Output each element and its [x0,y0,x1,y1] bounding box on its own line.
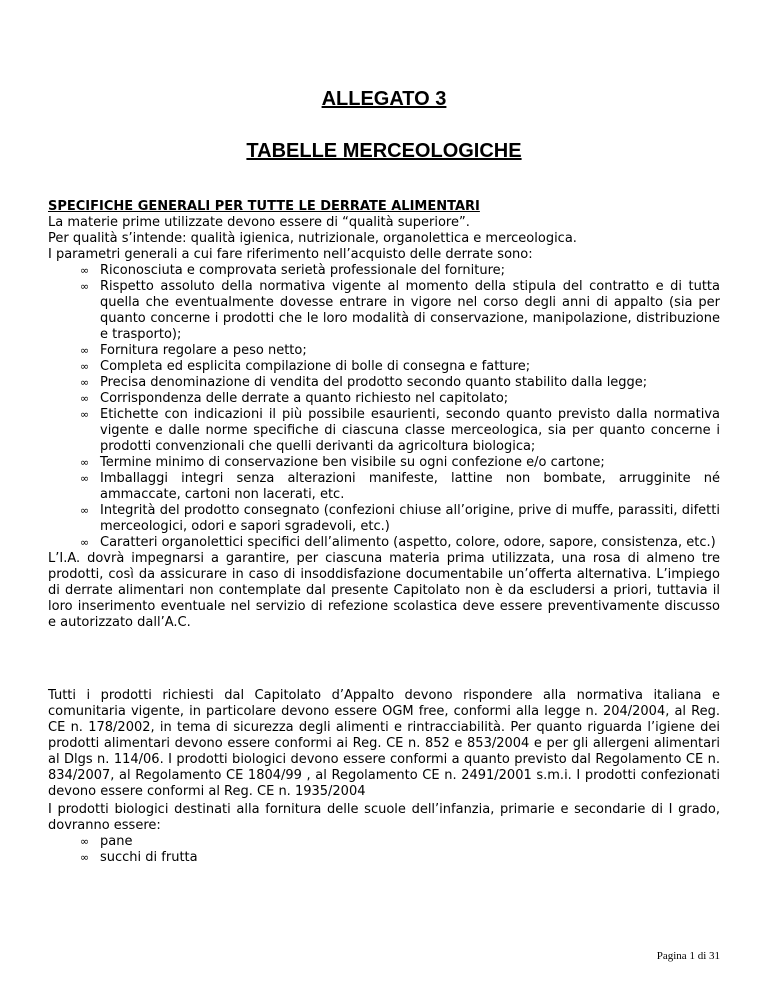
list-item: ∞ Caratteri organolettici specifici dell’alimento (aspetto, colore, odore, sapore, consistenza, etc.) [80,535,716,550]
quality-line: La materie prime utilizzate devono essere di “qualità superiore”. [48,215,470,230]
bullet-icon: ∞ [80,456,90,469]
list-item: ∞ Rispetto assoluto della normativa vigente al momento della stipula del contratto e di tutta quella che eventualmente dovesse entrare in vigore nel corso degli anni di appalto (sia per quanto concerne i prodotti che le loro modalità di conservazione, manipolazione, distribuzione e trasporto); [80,279,720,342]
organic-products-list [48,834,720,866]
bullet-icon: ∞ [80,264,90,277]
quality-definition: Per qualità s’intende: qualità igienica, nutrizionale, organolettica e merceologica. [48,231,577,246]
bullet-icon: ∞ [80,536,90,549]
organic-intro: I prodotti biologici destinati alla fornitura delle scuole dell’infanzia, primarie e secondarie di I grado, dovranno essere: [48,802,720,833]
bullet-icon: ∞ [80,344,90,357]
section-title: SPECIFICHE GENERALI PER TUTTE LE DERRATE ALIMENTARI [48,199,480,214]
list-item: ∞ Termine minimo di conservazione ben visibile su ogni confezione e/o cartone; [80,455,605,470]
closing-paragraph: L’I.A. dovrà impegnarsi a garantire, per ciascuna materia prima utilizzata, una rosa di almeno tre prodotti, così da assicurare in caso di insoddisfazione documentabile un’offerta alternativa. L’impiego di derrate alimentari non contemplate dal presente Capitolato non è da escludersi a priori, tuttavia il loro inserimento eventuale nel servizio di refezione scolastica deve essere preventivamente discusso e autorizzato dall’A.C. [48,551,720,630]
bullet-icon: ∞ [80,376,90,389]
organic-products-section [48,802,720,866]
list-item: ∞ Precisa denominazione di vendita del prodotto secondo quanto stabilito dalla legge; [80,375,648,390]
bullet-icon: ∞ [80,851,90,864]
list-item: ∞ succhi di frutta [80,850,198,865]
list-item: ∞ Completa ed esplicita compilazione di bolle di consegna e fatture; [80,359,531,374]
regulations-paragraph: Tutti i prodotti richiesti dal Capitolato d’Appalto devono rispondere alla normativa italiana e comunitaria vigente, in particolare devono essere OGM free, conformi alla legge n. 204/2004, al Reg. CE n. 178/2002, in tema di sicurezza degli alimenti e rintracciabilità. Per quanto riguarda l’igiene dei prodotti alimentari devono essere conformi ai Reg. CE n. 852 e 853/2004 e per gli allergeni alimentari al Dlgs n. 114/06. I prodotti biologici devono essere conformi a quanto previsto dal Regolamento CE n. 834/2007, al Regolamento CE 1804/99 , al Regolamento CE n. 2491/2001 s.m.i. I prodotti confezionati devono essere conformi al Reg. CE n. 1935/2004 [48,688,720,799]
bullet-icon: ∞ [80,835,90,848]
list-item: ∞ Corrispondenza delle derrate a quanto richiesto nel capitolato; [80,391,509,406]
list-item: ∞ Etichette con indicazioni il più possibile esaurienti, secondo quanto previsto dalla normativa vigente e dalle norme specifiche di ciascuna classe merceologica, sia per quanto concerne i prodotti convenzionali che quelli derivanti da agricoltura biologica; [80,407,720,454]
bullet-icon: ∞ [80,360,90,373]
list-item: ∞ pane [80,834,133,849]
page-number: Pagina 1 di 31 [656,950,720,962]
regulations-section [48,688,720,800]
annex-title: ALLEGATO 3 [321,88,447,110]
list-item: ∞ Riconosciuta e comprovata serietà professionale del forniture; [80,263,506,278]
tables-title: TABELLE MERCEOLOGICHE [246,140,522,162]
parameters-intro: I parametri generali a cui fare riferimento nell’acquisto delle derrate sono: [48,247,533,262]
bullet-icon: ∞ [80,392,90,405]
bullet-icon: ∞ [80,472,90,485]
parameters-list [48,263,720,551]
list-item: ∞ Integrità del prodotto consegnato (confezioni chiuse all’origine, prive di muffe, parassiti, difetti merceologici, odori e sapori sgradevoli, etc.) [80,503,720,534]
bullet-icon: ∞ [80,280,90,293]
list-item: ∞ Imballaggi integri senza alterazioni manifeste, lattine non bombate, arrugginite né ammaccate, cartoni non lacerati, etc. [80,471,720,502]
bullet-icon: ∞ [80,408,90,421]
list-item: ∞ Fornitura regolare a peso netto; [80,343,307,358]
general-specifications-section [48,199,720,631]
bullet-icon: ∞ [80,504,90,517]
